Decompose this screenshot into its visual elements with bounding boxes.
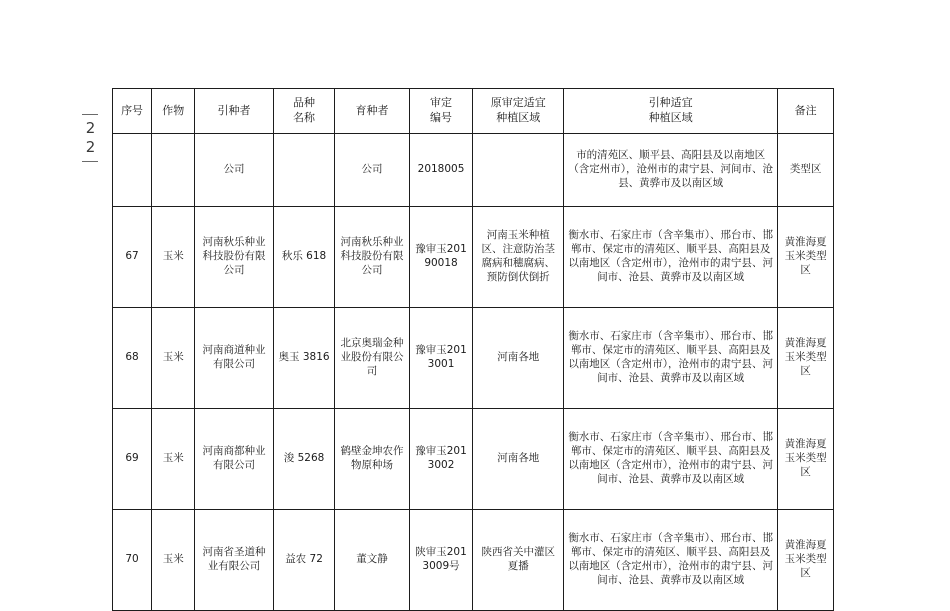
table-row	[113, 134, 834, 207]
col-header-variety-name: 品种 名称	[273, 89, 335, 134]
col-header-no: 序号	[113, 89, 152, 134]
table-row	[113, 207, 834, 308]
cell-original-zone: 河南各地	[473, 308, 564, 409]
cell-approval-no: 豫审玉20190018	[409, 207, 473, 308]
cell-crop: 玉米	[152, 207, 195, 308]
col-header-remark: 备注	[778, 89, 834, 134]
cell-approval-no: 2018005	[409, 134, 473, 207]
cell-approval-no: 陕审玉2013009号	[409, 510, 473, 611]
cell-introducer: 公司	[195, 134, 273, 207]
page-marker-dash-bottom	[82, 161, 98, 162]
cell-remark: 黄淮海夏玉米类型区	[778, 510, 834, 611]
cell-remark: 黄淮海夏玉米类型区	[778, 308, 834, 409]
cell-introduced-zone: 市的清苑区、顺平县、高阳县及以南地区（含定州市），沧州市的肃宁县、河间市、沧县、黄骅市及以南区域	[564, 134, 778, 207]
cell-original-zone: 河南各地	[473, 409, 564, 510]
cell-introducer: 河南省圣道种业有限公司	[195, 510, 273, 611]
cell-crop	[152, 134, 195, 207]
cell-variety: 秋乐 618	[273, 207, 335, 308]
col-header-breeder: 育种者	[335, 89, 409, 134]
cell-breeder: 董文静	[335, 510, 409, 611]
cell-crop: 玉米	[152, 510, 195, 611]
table-row	[113, 409, 834, 510]
col-header-crop: 作物	[152, 89, 195, 134]
cell-no: 69	[113, 409, 152, 510]
cell-original-zone	[473, 134, 564, 207]
cell-breeder: 鹤壁金坤农作物原种场	[335, 409, 409, 510]
cell-remark: 类型区	[778, 134, 834, 207]
cell-no	[113, 134, 152, 207]
cell-breeder: 公司	[335, 134, 409, 207]
table-header-row	[113, 89, 834, 134]
cell-introducer: 河南秋乐种业科技股份有限公司	[195, 207, 273, 308]
cell-variety: 奥玉 3816	[273, 308, 335, 409]
cell-no: 67	[113, 207, 152, 308]
cell-remark: 黄淮海夏玉米类型区	[778, 409, 834, 510]
seed-introduction-table	[112, 88, 834, 611]
cell-introduced-zone: 衡水市、石家庄市（含辛集市）、邢台市、邯郸市、保定市的清苑区、顺平县、高阳县及以南地区（含定州市），沧州市的肃宁县、河间市、沧县、黄骅市及以南区域	[564, 308, 778, 409]
cell-no: 70	[113, 510, 152, 611]
cell-breeder: 北京奥瑞金种业股份有限公司	[335, 308, 409, 409]
cell-introduced-zone: 衡水市、石家庄市（含辛集市）、邢台市、邯郸市、保定市的清苑区、顺平县、高阳县及以南地区（含定州市），沧州市的肃宁县、河间市、沧县、黄骅市及以南区域	[564, 510, 778, 611]
cell-original-zone: 陕西省关中灌区夏播	[473, 510, 564, 611]
cell-approval-no: 豫审玉2013001	[409, 308, 473, 409]
cell-original-zone: 河南玉米种植区、注意防治茎腐病和穗腐病、预防倒伏倒折	[473, 207, 564, 308]
col-header-original-zone: 原审定适宜 种植区域	[473, 89, 564, 134]
page-number-marker	[70, 110, 110, 200]
cell-variety: 益农 72	[273, 510, 335, 611]
page-number: 22	[81, 119, 100, 157]
cell-variety: 浚 5268	[273, 409, 335, 510]
page-marker-dash-top	[82, 114, 98, 115]
table-row	[113, 510, 834, 611]
cell-introducer: 河南商都种业有限公司	[195, 409, 273, 510]
col-header-approval-no: 审定 编号	[409, 89, 473, 134]
col-header-introduced-zone: 引种适宜 种植区域	[564, 89, 778, 134]
cell-remark: 黄淮海夏玉米类型区	[778, 207, 834, 308]
cell-introduced-zone: 衡水市、石家庄市（含辛集市）、邢台市、邯郸市、保定市的清苑区、顺平县、高阳县及以南地区（含定州市），沧州市的肃宁县、河间市、沧县、黄骅市及以南区域	[564, 409, 778, 510]
cell-introducer: 河南商道种业有限公司	[195, 308, 273, 409]
cell-crop: 玉米	[152, 409, 195, 510]
table-row	[113, 308, 834, 409]
col-header-introducer: 引种者	[195, 89, 273, 134]
cell-introduced-zone: 衡水市、石家庄市（含辛集市）、邢台市、邯郸市、保定市的清苑区、顺平县、高阳县及以南地区（含定州市），沧州市的肃宁县、河间市、沧县、黄骅市及以南区域	[564, 207, 778, 308]
cell-approval-no: 豫审玉2013002	[409, 409, 473, 510]
cell-breeder: 河南秋乐种业科技股份有限公司	[335, 207, 409, 308]
cell-no: 68	[113, 308, 152, 409]
cell-crop: 玉米	[152, 308, 195, 409]
cell-variety	[273, 134, 335, 207]
